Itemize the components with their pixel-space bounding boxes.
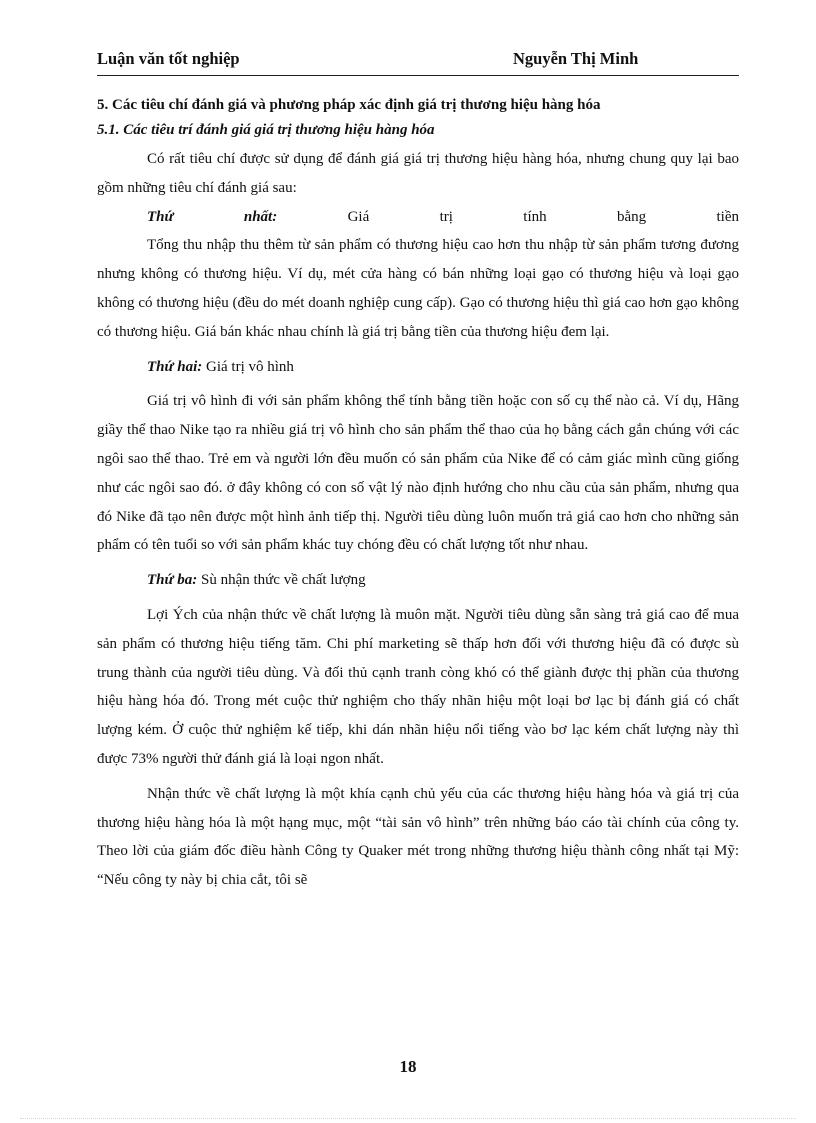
criterion-first-label: Thứ nhất: [147,208,278,225]
page-content [97,92,739,895]
criterion-second-label: Thứ hai: [147,358,203,375]
header-author-name: Nguyễn Thị Minh [513,49,639,68]
page-header [97,49,739,76]
page-number: 18 [399,1057,417,1076]
criterion-first-title: Giá trị tính bằng tiền [347,208,739,225]
subsection-heading: 5.1. Các tiêu trí đánh giá giá trị thương hiệu hàng hóa [97,122,435,138]
section-heading: 5. Các tiêu chí đánh giá và phương pháp xác định giá trị thương hiệu hàng hóa [97,97,601,113]
criterion-third-label: Thứ ba: [147,572,198,589]
criterion-first-body: Tổng thu nhập thu thêm từ sản phẩm có thương hiệu cao hơn thu nhập từ sản phẩm tương đương nhưng không có thương hiệu. Ví dụ, mét cửa hàng có bán những loại gạo có thương hiệu và loại gạo không có thương hiệu (đều do mét doanh nghiệp cung cấp). Gạo có thương hiệu thì giá cao hơn gạo không có thương hiệu. Giá bán khác nhau chính là giá trị bằng tiền của thương hiệu đem lại. [97,237,739,340]
page-bottom-divider [20,1118,796,1119]
criterion-second-title: Giá trị vô hình [206,358,294,375]
intro-paragraph: Có rất tiêu chí được sử dụng để đánh giá giá trị thương hiệu hàng hóa, nhưng chung quy lại bao gồm những tiêu chí đánh giá sau: [97,151,739,196]
criterion-second-heading [97,353,739,382]
criterion-first-heading [97,203,739,232]
quality-perception-paragraph: Nhận thức về chất lượng là một khía cạnh chủ yếu của các thương hiệu hàng hóa và giá trị của thương hiệu hàng hóa là một hạng mục, một “tài sản vô hình” trên những báo cáo tài chính của công ty. Theo lời của giám đốc điều hành Công ty Quaker mét trong những thương hiệu thành công nhất tại Mỹ: “Nếu công ty này bị chia cắt, tôi sẽ [97,785,739,889]
criterion-third-heading [97,566,739,595]
criterion-second-body: Giá trị vô hình đi với sản phẩm không thể tính bằng tiền hoặc con số cụ thể nào cả. Ví dụ, Hãng giầy thể thao Nike tạo ra nhiều giá trị vô hình cho sản phẩm thể thao của họ bằng cách gắn chúng với các ngôi sao thể thao. Trẻ em và người lớn đều muốn có sản phẩm của Nike để có cảm giác mình cũng giống như các ngôi sao đó. ở đây không có con số vật lý nào định hướng cho nhu cầu của sản phẩm, nhưng qua đó Nike đã tạo nên được một hình ảnh tiếp thị. Người tiêu dùng luôn muốn trả giá cao hơn cho những sản phẩm có tên tuổi so với sản phẩm khác tuy chóng đều có chất lượng tốt như nhau. [97,393,739,554]
criterion-third-title: Sù nhận thức về chất lượng [201,572,366,589]
header-thesis-title: Luận văn tốt nghiệp [97,49,240,68]
criterion-third-body: Lợi Ých của nhận thức về chất lượng là muôn mặt. Người tiêu dùng sẵn sàng trả giá cao để mua sản phẩm có thương hiệu tiếng tăm. Chi phí marketing sẽ thấp hơn đối với thương hiệu đã có được sù trung thành của người tiêu dùng. Và đối thủ cạnh tranh còng khó có thể giành được thị phần của thương hiệu hàng hóa đó. Trong mét cuộc thử nghiệm cho thấy nhãn hiệu một loại bơ lạc bị đánh giá có chất lượng kém. Ở cuộc thử nghiệm kế tiếp, khi dán nhãn hiệu nổi tiếng vào bơ lạc kém chất lượng này thì được 73% người thử đánh giá là loại ngon nhất. [97,606,739,767]
